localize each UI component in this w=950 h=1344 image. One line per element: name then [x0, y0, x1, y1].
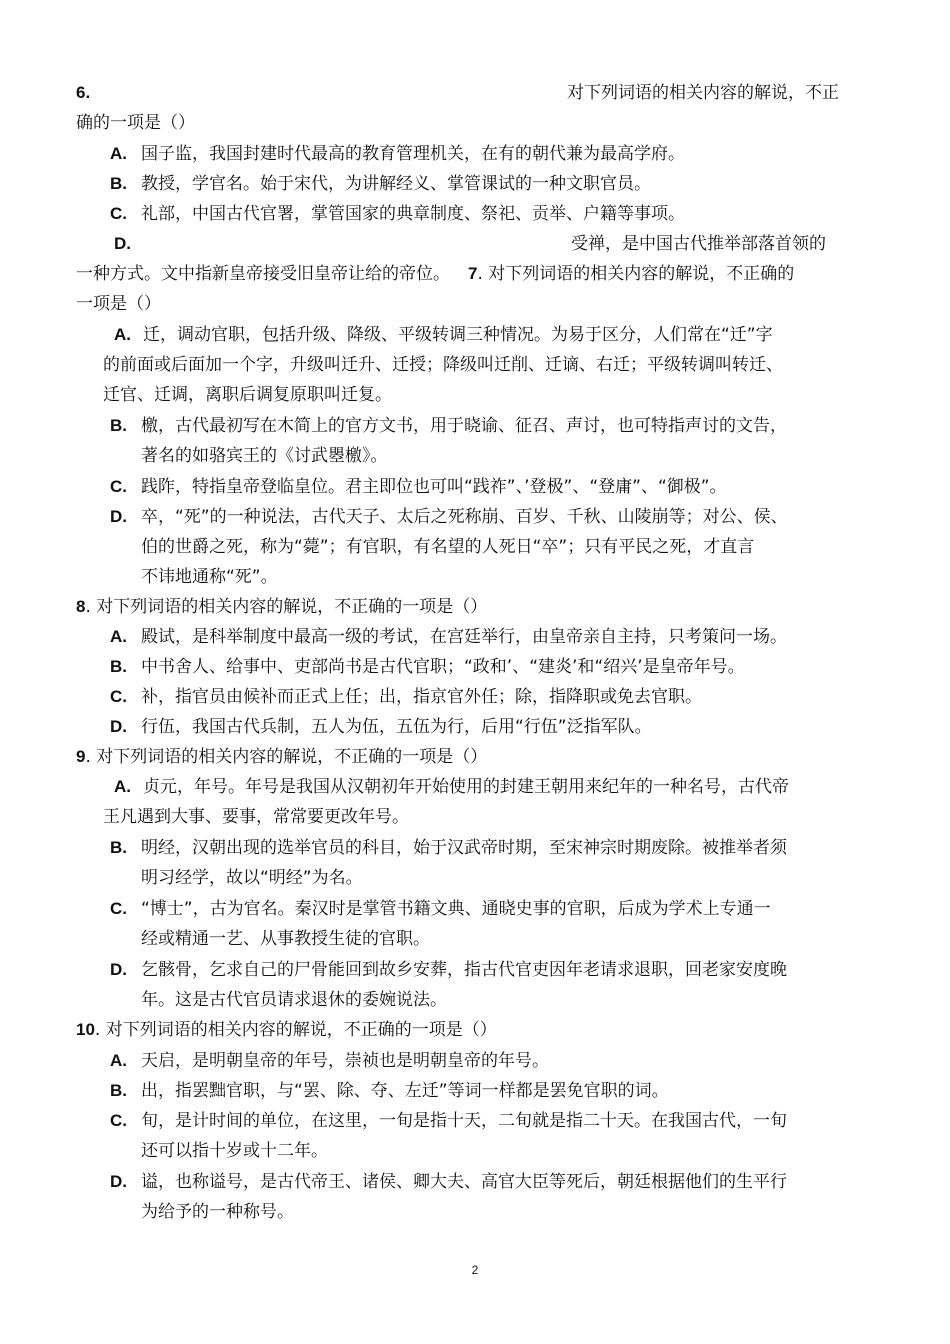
q6-option-b-text: 教授，学官名。始于宋代，为讲解经义、掌管课试的一种文职官员。: [141, 174, 651, 194]
q6-number: 6.: [76, 83, 91, 102]
q10-stem-text: . 对下列词语的相关内容的解说，不正确的一项是（）: [94, 1020, 497, 1040]
q9-option-c-line2: 经或精通一艺、从事教授生徒的官职。: [141, 929, 430, 949]
q9-stem: [76, 746, 487, 768]
q8-option-a-label: A.: [110, 627, 127, 646]
q6-option-d-label: D.: [114, 234, 131, 253]
q8-option-b-text: 中书舍人、给事中、吏部尚书是古代官职；“政和’、“建炎’和“绍兴’是皇帝年号。: [141, 657, 745, 677]
q7-stem-line1: [468, 263, 794, 285]
q8-stem: [76, 596, 487, 618]
q10-number: 10: [76, 1020, 95, 1039]
q6-stem-part1: 对下列词语的相关内容的解说，不正: [567, 83, 839, 103]
q10-option-d-label: D.: [110, 1172, 127, 1191]
q7-option-d-line3: 不讳地通称“死”。: [141, 567, 278, 587]
q9-option-d-line1: 乞骸骨，乞求自己的尸骨能回到故乡安葬，指古代官吏因年老请求退职，回老家安度晚: [141, 960, 787, 980]
q8-option-a-text: 殿试，是科举制度中最高一级的考试，在宫廷举行，由皇帝亲自主持，只考策问一场。: [141, 627, 787, 647]
q9-stem-text: . 对下列词语的相关内容的解说，不正确的一项是（）: [85, 747, 488, 767]
q6-option-b-label: B.: [110, 174, 127, 193]
q6-option-a-text: 国子监，我国封建时代最高的教育管理机关，在有的朝代兼为最高学府。: [141, 144, 685, 164]
q9-option-b-line2: 明习经学，故以“明经”为名。: [141, 868, 363, 888]
q10-option-d-line1: 谥，也称谥号，是古代帝王、诸侯、卿大夫、高官大臣等死后，朝廷根据他们的生平行: [141, 1172, 787, 1192]
q8-option-d-text: 行伍，我国古代兵制，五人为伍，五伍为行，后用“行伍”泛指军队。: [141, 717, 652, 737]
q6-option-c-label: C.: [110, 204, 127, 223]
q7-option-a-line2: 的前面或后面加一个字，升级叫迁升、迁授；降级叫迁削、迁谪、右迁；平级转调叫转迁、: [103, 355, 783, 375]
q10-option-b-text: 出，指罢黜官职，与“罢、除、夺、左迁”等词一样都是罢免官职的词。: [141, 1081, 669, 1101]
q7-option-a-label: A.: [114, 325, 131, 344]
q7-stem-part1: . 对下列词语的相关内容的解说，不正确的: [477, 264, 795, 284]
q10-option-a-text: 天启，是明朝皇帝的年号，崇祯也是明朝皇帝的年号。: [141, 1051, 549, 1071]
q7-option-b-line1: 檄，古代最初写在木简上的官方文书，用于晓谕、征召、声讨，也可特指声讨的文告，: [141, 416, 787, 436]
q6-option-a-label: A.: [110, 144, 127, 163]
q10-option-c-label: C.: [110, 1111, 127, 1130]
q9-number: 9: [76, 747, 86, 766]
q10-stem: [76, 1019, 497, 1041]
q6-option-c-text: 礼部，中国古代官署，掌管国家的典章制度、祭祀、贡举、户籍等事项。: [141, 204, 685, 224]
q6-option-d-text-2: 一种方式。文中指新皇帝接受旧皇帝让给的帝位。: [76, 264, 450, 284]
q9-option-b-line1: 明经，汉朝出现的选举官员的科目，始于汉武帝时期，至宋神宗时期废除。被推举者须: [141, 838, 787, 858]
q6-option-d-text-1: 受禅，是中国古代推举部落首领的: [571, 234, 826, 254]
q9-option-b-label: B.: [110, 838, 127, 857]
q9-option-c-line1: “博士”，古为官名。秦汉时是掌管书籍文典、通晓史事的官职，后成为学术上专通一: [141, 899, 771, 919]
q8-option-c-text: 补，指官员由候补而正式上任；出，指京官外任；除，指降职或免去官职。: [141, 687, 702, 707]
q9-option-d-line2: 年。这是古代官员请求退休的委婉说法。: [141, 990, 447, 1010]
q7-option-c-label: C.: [110, 477, 127, 496]
q7-option-a-line3: 迁官、迁调，离职后调复原职叫迁复。: [103, 385, 392, 405]
q8-option-b-label: B.: [110, 657, 127, 676]
q9-option-a-line2: 王凡遇到大事、要事，常常要更改年号。: [103, 807, 409, 827]
q7-option-a-line1: 迁，调动官职，包括升级、降级、平级转调三种情况。为易于区分，人们常在“迁”字: [143, 325, 773, 345]
q7-stem-part2: 一项是（）: [76, 294, 161, 314]
q10-option-d-line2: 为给予的一种称号。: [141, 1202, 294, 1222]
q7-option-d-line1: 卒，“死”的一种说法，古代天子、太后之死称崩、百岁、千秋、山陵崩等；对公、侯、: [141, 507, 788, 527]
q6-stem-part2: 确的一项是（）: [76, 113, 195, 133]
q7-option-b-label: B.: [110, 416, 127, 435]
q7-number: 7: [468, 264, 478, 283]
q8-stem-text: . 对下列词语的相关内容的解说，不正确的一项是（）: [85, 597, 488, 617]
q7-option-b-line2: 著名的如骆宾王的《讨武瞾檄》。: [141, 446, 388, 466]
q10-option-c-line2: 还可以指十岁或十二年。: [141, 1141, 328, 1161]
q8-option-c-label: C.: [110, 687, 127, 706]
q9-option-a-line1: 贞元，年号。年号是我国从汉朝初年开始使用的封建王朝用来纪年的一种名号，古代帝: [143, 777, 789, 797]
q7-option-d-label: D.: [110, 507, 127, 526]
q7-option-d-line2: 伯的世爵之死，称为“薨”；有官职，有名望的人死日“卒”；只有平民之死，才直言: [141, 537, 755, 557]
q7-option-c-line1: 践阼，特指皇帝登临皇位。君主即位也可叫“践祚”、’登极”、“登庸”、“御极”。: [141, 477, 727, 497]
q9-option-d-label: D.: [110, 960, 127, 979]
q9-option-c-label: C.: [110, 899, 127, 918]
q9-option-a-label: A.: [114, 777, 131, 796]
page-number: 2: [471, 1263, 479, 1277]
q10-option-c-line1: 旬，是计时间的单位，在这里，一旬是指十天，二旬就是指二十天。在我国古代，一旬: [141, 1111, 787, 1131]
q10-option-b-label: B.: [110, 1081, 127, 1100]
q8-option-d-label: D.: [110, 717, 127, 736]
q8-number: 8: [76, 597, 86, 616]
q10-option-a-label: A.: [110, 1051, 127, 1070]
